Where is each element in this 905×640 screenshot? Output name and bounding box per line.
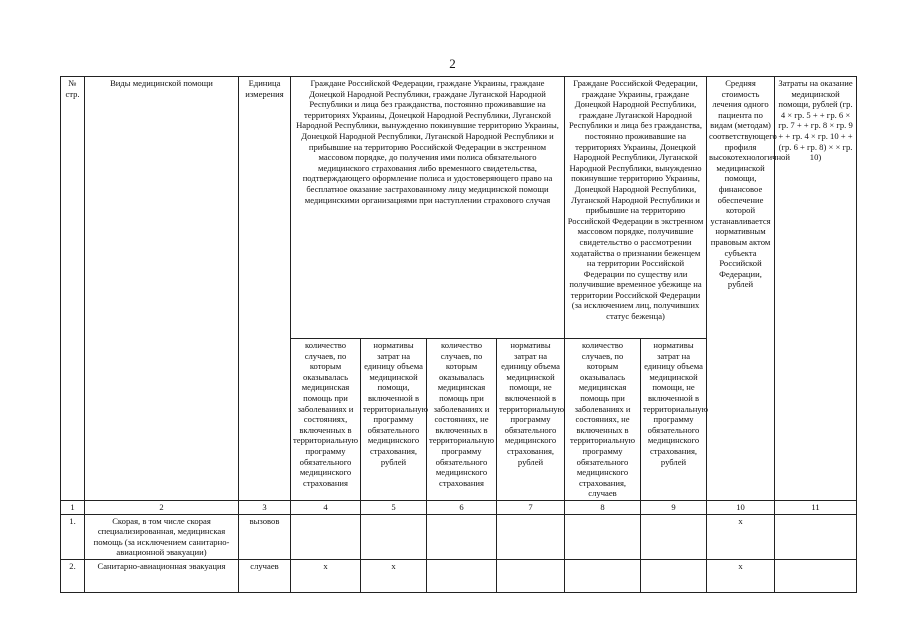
row-cell-8 [565, 514, 641, 559]
row-cell-4: х [291, 559, 361, 592]
header-sub-8: количество случаев, по которым оказывалась медицинская помощь при заболеваниях и состояниях, не включенных в территориальную программу обязательного медицинского страхования, случаев [565, 339, 641, 501]
header-col-10: Средняя стоимость лечения одного пациента по видам (методам) соответствующего профиля высокотехнологичной медицинской помощи, финансовое обеспечение которой устанавливается нормативным правовым актом субъекта Российской Федерации, рублей [707, 77, 775, 501]
row-cell-4 [291, 514, 361, 559]
row-cell-10: х [707, 559, 775, 592]
col-number: 11 [775, 500, 857, 514]
header-group-b: Граждане Российской Федерации, граждане Украины, граждане Донецкой Народной Республики, граждане Луганской Народной Республики и лица без гражданства, постоянно проживавшие на территориях Украины, Донецкой Народной Республики, Луганской Народной Республики, вынужденно покинувшие территорию Украины, Донецкой Народной Республики, Луганской Народной Республики и прибывшие на территорию Российской Федерации в экстренном массовом порядке, получившие свидетельство о рассмотрении ходатайства о признании беженцем на территории Российской Федерации по существу или получившие временное убежище на территории Российской Федерации (за исключением лиц, получивших статус беженца) [565, 77, 707, 339]
header-sub-6: количество случаев, по которым оказывалась медицинская помощь при заболеваниях и состояниях, не включенных в территориальную программу обязательного медицинского страхования [427, 339, 497, 501]
row-cell-11 [775, 514, 857, 559]
col-number: 3 [239, 500, 291, 514]
header-row-top [61, 77, 857, 339]
header-unit: Единица измерения [239, 77, 291, 501]
col-number: 6 [427, 500, 497, 514]
table-row [61, 559, 857, 592]
col-number: 9 [641, 500, 707, 514]
row-cell-9 [641, 514, 707, 559]
header-sub-7: нормативы затрат на единицу объема медицинской помощи, не включенной в территориальную программу обязательного медицинского страхования, рублей [497, 339, 565, 501]
col-number: 2 [85, 500, 239, 514]
header-group-a: Граждане Российской Федерации, граждане Украины, граждане Донецкой Народной Республики, граждане Луганской Народной Республики и лица без гражданства, постоянно проживавшие на территориях Украины, Донецкой Народной Республики, Луганской Народной Республики, вынужденно покинувшие территорию Украины, Донецкой Народной Республики, Луганской Народной Республики и прибывшие на территорию Российской Федерации в экстренном массовом порядке, до получения ими полиса обязательного медицинского страхования либо временного свидетельства, подтверждающего оформление полиса и удостоверяющего право на бесплатное оказание застрахованному лицу медицинской помощи медицинскими организациями при наступлении страхового случая [291, 77, 565, 339]
table-row [61, 514, 857, 559]
col-number: 8 [565, 500, 641, 514]
row-num: 1. [61, 514, 85, 559]
header-sub-9: нормативы затрат на единицу объема медицинской помощи, не включенной в территориальную программу обязательного медицинского страхования, рублей [641, 339, 707, 501]
row-care-type: Санитарно-авиационная эвакуация [85, 559, 239, 592]
row-unit: случаев [239, 559, 291, 592]
header-num: № стр. [61, 77, 85, 501]
row-cell-5: х [361, 559, 427, 592]
col-number: 10 [707, 500, 775, 514]
col-number: 1 [61, 500, 85, 514]
row-cell-6 [427, 559, 497, 592]
row-cell-11 [775, 559, 857, 592]
header-sub-5: нормативы затрат на единицу объема медицинской помощи, включенной в территориальную программу обязательного медицинского страхования, рублей [361, 339, 427, 501]
row-cell-5 [361, 514, 427, 559]
cost-table [60, 76, 857, 593]
row-unit: вызовов [239, 514, 291, 559]
header-care-type: Виды медицинской помощи [85, 77, 239, 501]
col-number: 7 [497, 500, 565, 514]
header-sub-4: количество случаев, по которым оказывалась медицинская помощь при заболеваниях и состояниях, включенных в территориальную программу обязательного медицинского страхования [291, 339, 361, 501]
header-col-11: Затраты на оказание медицинской помощи, рублей (гр. 4 × гр. 5 + + гр. 6 × гр. 7 + + гр. 8 × гр. 9 + + гр. 4 × гр. 10 + + (гр. 6 + гр. 8) × × гр. 10) [775, 77, 857, 501]
row-care-type: Скорая, в том числе скорая специализированная, медицинская помощь (за исключением санитарно-авиационной эвакуации) [85, 514, 239, 559]
row-cell-8 [565, 559, 641, 592]
col-number: 5 [361, 500, 427, 514]
page-number: 2 [449, 56, 456, 71]
row-cell-9 [641, 559, 707, 592]
row-num: 2. [61, 559, 85, 592]
row-cell-10: х [707, 514, 775, 559]
row-cell-6 [427, 514, 497, 559]
col-number: 4 [291, 500, 361, 514]
column-number-row [61, 500, 857, 514]
row-cell-7 [497, 559, 565, 592]
row-cell-7 [497, 514, 565, 559]
